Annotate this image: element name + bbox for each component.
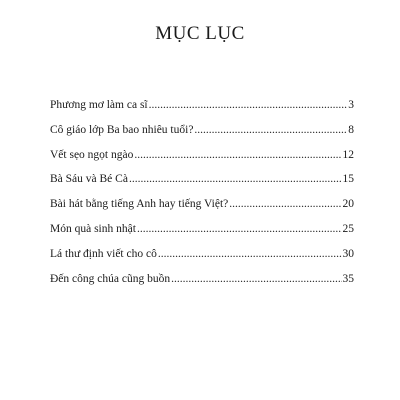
toc-entry — [50, 196, 354, 221]
dot-leader — [158, 246, 342, 262]
toc-entry-title: Bà Sáu và Bé Cà — [50, 173, 128, 186]
toc-entry-title: Lá thư định viết cho cô — [50, 247, 157, 260]
dot-leader — [149, 97, 348, 113]
dot-leader — [137, 221, 342, 237]
dot-leader — [171, 271, 341, 287]
toc-page-number: 25 — [342, 222, 354, 235]
toc-entry — [50, 122, 354, 147]
toc-entry-title: Bài hát bằng tiếng Anh hay tiếng Việt? — [50, 198, 229, 211]
toc-entry — [50, 147, 354, 172]
toc-entry-title: Món quà sinh nhật — [50, 222, 136, 235]
toc-list — [50, 97, 354, 295]
toc-entry — [50, 97, 354, 122]
toc-page-number: 3 — [348, 99, 354, 111]
toc-title: MỤC LỤC — [155, 23, 245, 44]
toc-entry — [50, 246, 354, 271]
dot-leader — [229, 196, 341, 212]
toc-entry-title: Vết sẹo ngọt ngào — [50, 148, 134, 161]
toc-entry — [50, 171, 354, 196]
dot-leader — [194, 122, 347, 138]
toc-entry — [50, 221, 354, 246]
dot-leader — [134, 147, 341, 163]
toc-page-number: 20 — [342, 198, 354, 211]
toc-page-number: 8 — [348, 123, 354, 136]
toc-entry-title: Cô giáo lớp Ba bao nhiêu tuổi? — [50, 123, 194, 136]
toc-page-number: 30 — [342, 247, 354, 260]
toc-page-number: 15 — [342, 173, 354, 186]
toc-page-number: 35 — [342, 272, 354, 285]
toc-entry — [50, 271, 354, 296]
toc-page-number: 12 — [342, 148, 354, 161]
toc-entry-title: Phương mơ làm ca sĩ — [50, 99, 148, 111]
toc-entry-title: Đến công chúa cũng buồn — [50, 272, 171, 285]
dot-leader — [129, 171, 342, 187]
